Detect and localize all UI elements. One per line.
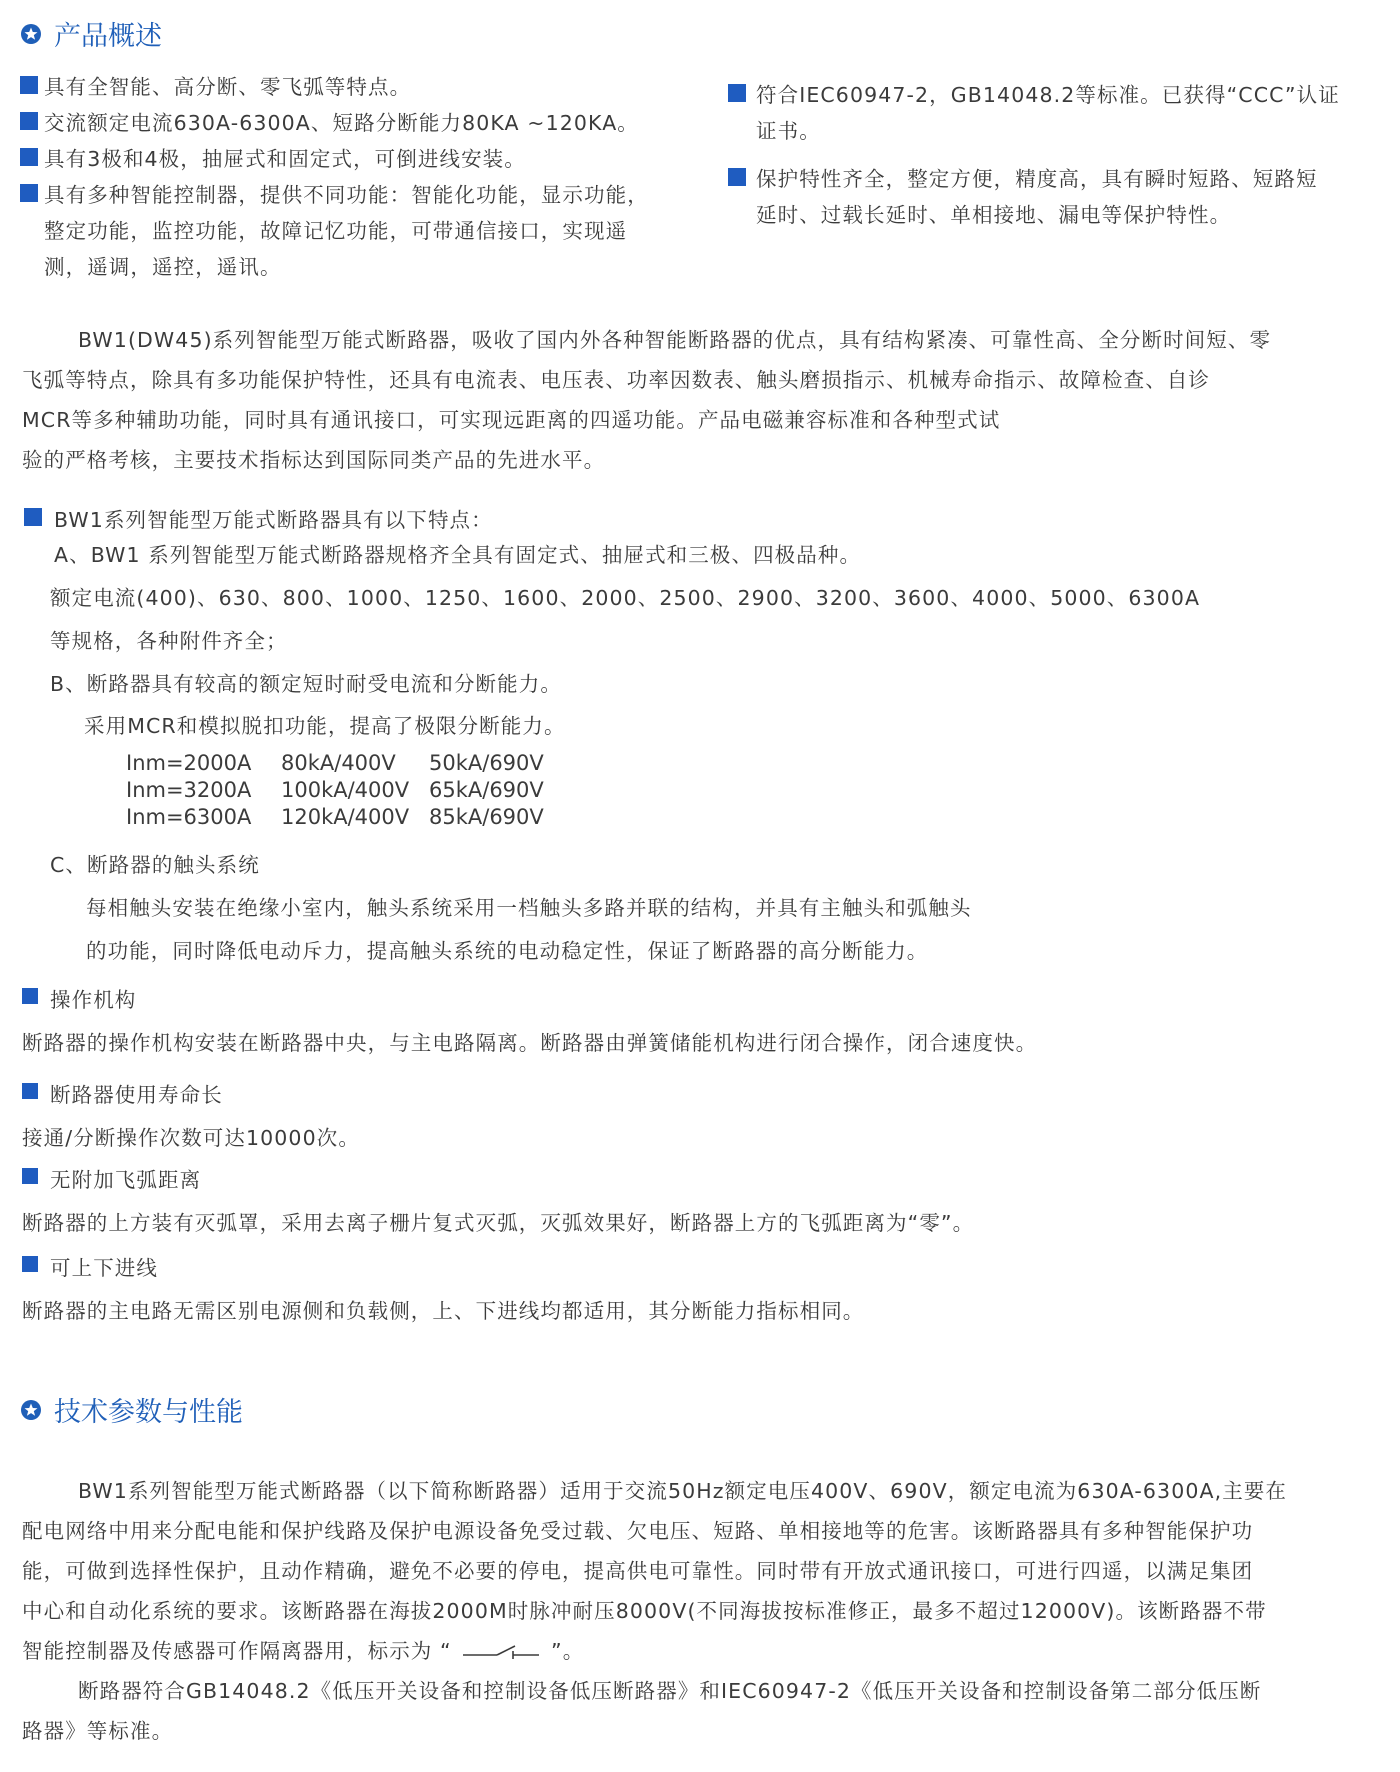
feature-b-line: 采用MCR和模拟脱扣功能，提高了极限分断能力。 — [84, 714, 566, 738]
params-row — [126, 750, 549, 777]
bullet-text: 测，遥调，遥控，遥讯。 — [44, 255, 282, 279]
spec-line: 能，可做到选择性保护，且动作精确，避免不必要的停电，提高供电可靠性。同时带有开放式通讯接口，可进行四遥，以满足集团 — [22, 1559, 1254, 1583]
mech-text: 断路器的操作机构安装在断路器中央，与主电路隔离。断路器由弹簧储能机构进行闭合操作，闭合速度快。 — [22, 1031, 1038, 1055]
spec-line: 配电网络中用来分配电能和保护线路及保护电源设备免受过载、欠电压、短路、单相接地等的危害。该断路器具有多种智能保护功 — [22, 1519, 1254, 1543]
intro-line: 飞弧等特点，除具有多功能保护特性，还具有电流表、电压表、功率因数表、触头磨损指示、机械寿命指示、故障检查、自诊 — [22, 368, 1210, 392]
section-title-text: 技术参数与性能 — [54, 1397, 243, 1428]
mech-title: 操作机构 — [50, 988, 137, 1012]
intro-line: BW1(DW45)系列智能型万能式断路器，吸收了国内外各种智能断路器的优点，具有结构紧凑、可靠性高、全分断时间短、零 — [78, 328, 1272, 352]
params-cell: 85kA/690V — [429, 805, 544, 829]
bullet-square — [20, 112, 38, 130]
feature-a-line: 等规格，各种附件齐全； — [50, 629, 288, 653]
feature-a-line: 额定电流(400)、630、800、1000、1250、1600、2000、2500、2900、3200、3600、4000、5000、6300A — [50, 586, 1201, 610]
params-cell: Inm=2000A — [126, 751, 252, 775]
bullet-square — [22, 1083, 38, 1099]
bullet-square — [728, 84, 746, 102]
life-text: 接通/分断操作次数可达10000次。 — [22, 1126, 360, 1150]
isolator-symbol-icon — [459, 1642, 543, 1662]
params-row — [126, 804, 549, 831]
star-circle-icon — [20, 23, 42, 45]
life-title: 断路器使用寿命长 — [50, 1083, 223, 1107]
params-cell: 120kA/400V — [281, 805, 410, 829]
spec-line: BW1系列智能型万能式断路器（以下简称断路器）适用于交流50Hz额定电压400V、690V，额定电流为630A-6300A,主要在 — [78, 1479, 1288, 1503]
feature-c-line: 每相触头安装在绝缘小室内，触头系统采用一档触头多路并联的结构，并具有主触头和弧触头 — [86, 896, 972, 920]
star-circle-icon — [20, 1399, 42, 1421]
arc-title: 无附加飞弧距离 — [50, 1168, 202, 1192]
bullet-text: 符合IEC60947-2，GB14048.2等标准。已获得“CCC”认证 — [756, 83, 1340, 107]
arc-text: 断路器的上方装有灭弧罩，采用去离子栅片复式灭弧，灭弧效果好，断路器上方的飞弧距离为“零”。 — [22, 1211, 975, 1235]
bullet-text: 整定功能，监控功能，故障记忆功能，可带通信接口，实现遥 — [44, 219, 628, 243]
bullet-square — [20, 148, 38, 166]
bullet-text: 具有全智能、高分断、零飞弧等特点。 — [44, 75, 412, 99]
bullet-square — [24, 508, 42, 526]
params-cell: 50kA/690V — [429, 751, 544, 775]
spec-text: 智能控制器及传感器可作隔离器用，标示为 “ — [22, 1639, 452, 1663]
params-cell: Inm=6300A — [126, 805, 252, 829]
intro-line: MCR等多种辅助功能，同时具有通讯接口，可实现远距离的四遥功能。产品电磁兼容标准和各种型式试 — [22, 408, 1001, 432]
section-title-text: 产品概述 — [54, 21, 162, 52]
section-title-specs — [20, 1390, 243, 1429]
bullet-square — [728, 168, 746, 186]
section-title-overview — [20, 14, 162, 53]
params-cell: 100kA/400V — [281, 778, 410, 802]
bullet-text: 具有多种智能控制器，提供不同功能：智能化功能，显示功能， — [44, 183, 649, 207]
spec-line: 中心和自动化系统的要求。该断路器在海拔2000M时脉冲耐压8000V(不同海拔按标准修正，最多不超过12000V)。该断路器不带 — [22, 1599, 1267, 1623]
feature-c-line: 的功能，同时降低电动斥力，提高触头系统的电动稳定性，保证了断路器的高分断能力。 — [86, 939, 929, 963]
bullet-text: 交流额定电流630A-6300A、短路分断能力80KA ~120KA。 — [44, 111, 639, 135]
params-cell: 80kA/400V — [281, 751, 396, 775]
bullet-text: 保护特性齐全，整定方便，精度高，具有瞬时短路、短路短 — [756, 167, 1318, 191]
bullet-text: 具有3极和4极，抽屉式和固定式，可倒进线安装。 — [44, 147, 526, 171]
spec-line — [22, 1634, 584, 1664]
features-heading: BW1系列智能型万能式断路器具有以下特点： — [54, 508, 493, 532]
feature-b-line: B、断路器具有较高的额定短时耐受电流和分断能力。 — [50, 672, 562, 696]
params-table — [126, 750, 549, 831]
bullet-square — [22, 1168, 38, 1184]
bullet-text: 延时、过载长延时、单相接地、漏电等保护特性。 — [756, 203, 1232, 227]
bullet-text: 证书。 — [756, 119, 821, 143]
spec-text: ”。 — [551, 1639, 585, 1663]
wiring-text: 断路器的主电路无需区别电源侧和负载侧，上、下进线均都适用，其分断能力指标相同。 — [22, 1299, 865, 1323]
bullet-square — [22, 988, 38, 1004]
spec-line: 断路器符合GB14048.2《低压开关设备和控制设备低压断路器》和IEC60947-2《低压开关设备和控制设备第二部分低压断 — [78, 1679, 1262, 1703]
bullet-square — [20, 76, 38, 94]
bullet-square — [22, 1256, 38, 1272]
wiring-title: 可上下进线 — [50, 1256, 158, 1280]
feature-a-line: A、BW1 系列智能型万能式断路器规格齐全具有固定式、抽屉式和三极、四极品种。 — [54, 543, 862, 567]
bullet-square — [20, 184, 38, 202]
params-cell: Inm=3200A — [126, 778, 252, 802]
feature-c-line: C、断路器的触头系统 — [50, 853, 260, 877]
params-row — [126, 777, 549, 804]
intro-line: 验的严格考核，主要技术指标达到国际同类产品的先进水平。 — [22, 448, 606, 472]
spec-line: 路器》等标准。 — [22, 1719, 174, 1743]
params-cell: 65kA/690V — [429, 778, 544, 802]
